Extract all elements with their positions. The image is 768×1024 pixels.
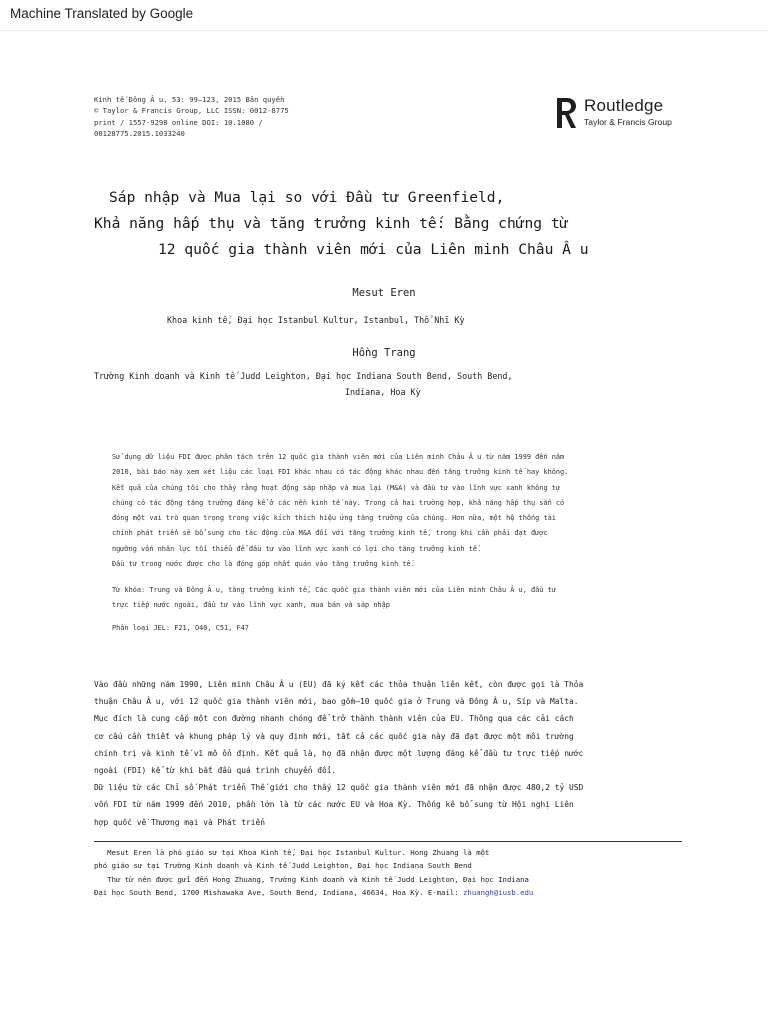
- footnote-line: phó giáo sư tại Trường Kinh doanh và Kinh tế Judd Leighton, Đại học Indiana South Bend: [94, 861, 472, 871]
- footnotes: [94, 846, 684, 900]
- body-paragraph: [94, 676, 684, 831]
- author-affiliation: Trường Kinh doanh và Kinh tế Judd Leighton, Đại học Indiana South Bend, South Bend,: [94, 371, 513, 381]
- abstract-line: ngưỡng vốn nhân lực tối thiểu để đầu tư vào lĩnh vực xanh có lợi cho tăng trưởng kinh tế.: [112, 544, 482, 553]
- keywords: [112, 583, 556, 614]
- banner-text: Machine Translated by Google: [10, 6, 194, 21]
- abstract-line: Sử dụng dữ liệu FDI được phân tách trên 12 quốc gia thành viên mới của Liên minh Châu Â u từ năm 1999 đến năm: [112, 453, 565, 461]
- author-name: Hồng Trang: [352, 347, 416, 359]
- body-line: ngoài (FDI) kể từ khi bắt đầu quá trình chuyển đổi.: [94, 766, 337, 776]
- footnote-address: Đại học South Bend, 1700 Mishawaka Ave, South Bend, Indiana, 46634, Hoa Kỳ. E-mail:: [94, 888, 464, 898]
- publisher-name: Routledge: [584, 96, 664, 115]
- body-line: vốn FDI từ năm 1999 đến 2010, phần lớn là từ các nước EU và Hoa Kỳ. Thống kê bổ sung từ Hội nghị Liên: [94, 800, 574, 810]
- machine-translation-banner: [0, 0, 768, 31]
- title-line-3: 12 quốc gia thành viên mới của Liên minh Châu Â u: [158, 241, 589, 258]
- keywords-line: Từ khóa: Trung và Đông Â u, tăng trưởng kinh tế, Các quốc gia thành viên mới của Liên minh Châu Â u, đầu tư: [112, 586, 556, 594]
- abstract-line: Đầu tư trong nước được cho là đóng góp nhất quán vào tăng trưởng kinh tế.: [112, 560, 415, 569]
- jel-classification: Phân loại JEL: F21, O40, C51, F47: [112, 624, 249, 632]
- abstract: [112, 450, 672, 572]
- body-line: hợp quốc về Thương mại và Phát triển: [94, 817, 266, 827]
- body-line: Mục đích là cung cấp một con đường nhanh chóng để trở thành thành viên của EU. Thông qua các cải cách: [94, 714, 574, 724]
- abstract-line: chính phát triển sẽ bổ sung cho tác động của M&A đối với tăng trưởng kinh tế, trong khi cần phải đạt được: [112, 529, 548, 538]
- abstract-line: đóng một vai trò quan trọng trong việc kích thích hiệu ứng tăng trưởng của chúng. Hơn nữa, một hệ thống tài: [112, 514, 556, 523]
- body-line: thuận Châu Â u, với 12 quốc gia thành viên mới, bao gồm—10 quốc gia ở Trung và Đông Â u, Síp và Malta.: [94, 697, 579, 707]
- author-name: Mesut Eren: [352, 287, 416, 299]
- footnote-line: [94, 886, 684, 899]
- body-line: chính trị và kinh tế vĩ mô ổn định. Kết quả là, họ đã nhận được một lượng đáng kể đầu tư trực tiếp nước: [94, 748, 584, 758]
- footnote-line: Mesut Eren là phó giáo sư tại Khoa Kinh tế, Đại học Istanbul Kultur. Hong Zhuang là một: [94, 848, 490, 857]
- author-affiliation: Indiana, Hoa Kỳ: [345, 387, 421, 397]
- body-line: Dữ liệu từ các Chỉ số Phát triển Thế giới cho thấy 12 quốc gia thành viên mới đã nhận được 480,2 tỷ USD: [94, 783, 584, 793]
- body-line: Vào đầu những năm 1990, Liên minh Châu Â u (EU) đã ký kết các thỏa thuận liên kết, còn được gọi là Thỏa: [94, 680, 584, 689]
- footnote-line: Thư từ nên được gửi đến Hong Zhuang, Trường Kinh doanh và Kinh tế Judd Leighton, Đại học Indiana: [94, 874, 529, 884]
- email-link[interactable]: zhuangh@iusb.edu: [463, 888, 534, 898]
- journal-line: 00128775.2015.1033240: [94, 129, 185, 139]
- routledge-logo-icon: [554, 96, 580, 130]
- title-line-1: Sáp nhập và Mua lại so với Đầu tư Greenfield,: [109, 189, 505, 206]
- keywords-line: trực tiếp nước ngoài, đầu tư vào lĩnh vực xanh, mua bán và sáp nhập: [112, 601, 390, 610]
- title-line-2: Khả năng hấp thụ và tăng trưởng kinh tế: Bằng chứng từ: [94, 215, 569, 232]
- abstract-line: 2010, bài báo này xem xét liệu các loại FDI khác nhau có tác động khác nhau đến tăng trưởng kinh tế hay không.: [112, 468, 569, 477]
- author-affiliation: Khoa kinh tế, Đại học Istanbul Kultur, Istanbul, Thổ Nhĩ Kỳ: [167, 315, 465, 325]
- journal-line: print / 1557-9298 online DOI: 10.1080 /: [94, 117, 263, 127]
- footnote-divider: [94, 841, 682, 842]
- abstract-line: Kết quả của chúng tôi cho thấy rằng hoạt động sáp nhập và mua lại (M&A) và đầu tư vào lĩnh vực xanh không tự: [112, 483, 561, 492]
- journal-citation: [94, 94, 324, 140]
- journal-line: © Taylor & Francis Group, LLC ISSN: 0012-8775: [94, 106, 289, 116]
- abstract-line: chúng có tác động tăng trưởng đáng kể ở các nền kinh tế này. Trong cả hai trường hợp, khả năng hấp thụ sẵn có: [112, 498, 565, 507]
- publisher-group: Taylor & Francis Group: [584, 117, 672, 127]
- paper-title: [94, 185, 654, 263]
- journal-line: Kinh tế Đông Â u, 53: 99–123, 2015 Bản quyền: [94, 95, 285, 104]
- body-line: cơ cấu cần thiết và khung pháp lý và quy định mới, tất cả các quốc gia này đã đạt được một môi trường: [94, 731, 574, 741]
- publisher-logo: [554, 96, 694, 132]
